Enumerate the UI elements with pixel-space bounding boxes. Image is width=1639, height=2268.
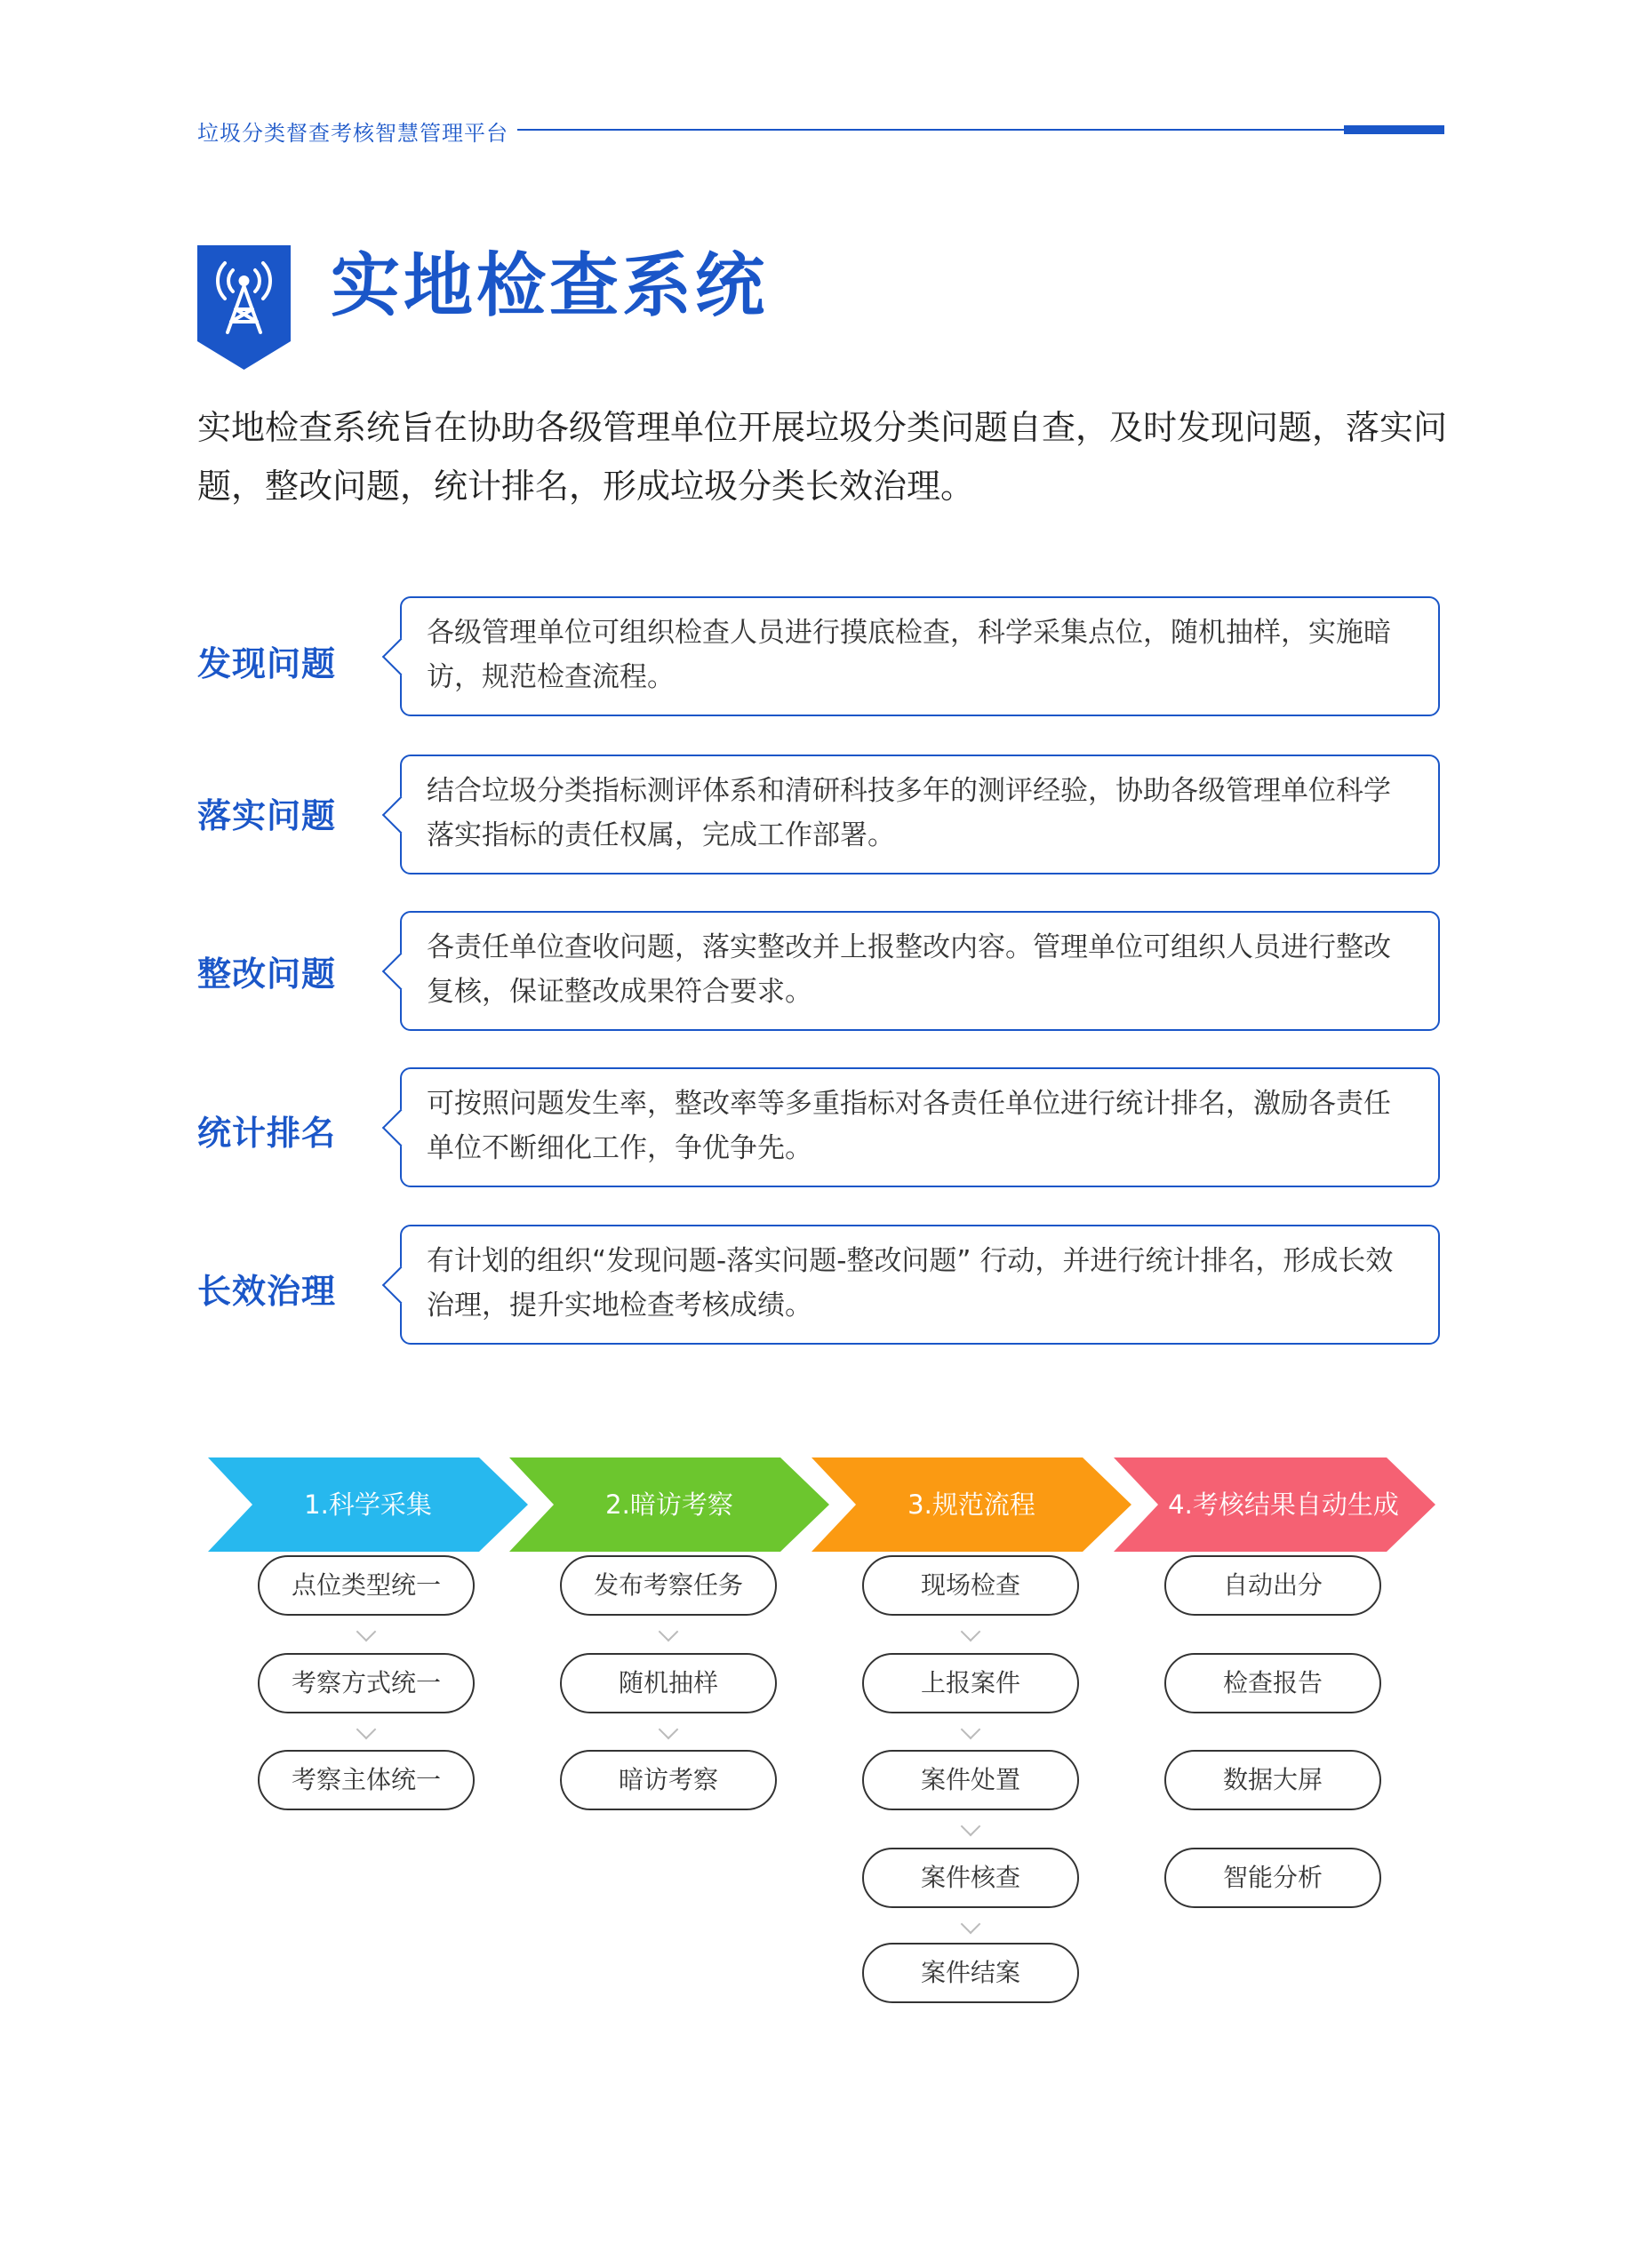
feature-text-rectify: 各责任单位查收问题，落实整改并上报整改内容。管理单位可组织人员进行整改复核，保证整改成果符合要求。 [427,931,1391,1008]
flow-item: 现场检查 [862,1555,1079,1616]
flow-step-1-label: 1.科学采集 [304,1489,432,1520]
feature-box-implement [400,755,1440,874]
header-accent-bar [1344,125,1444,134]
chevron-down-icon [961,1817,981,1837]
flow-item: 上报案件 [862,1653,1079,1713]
flow-step-4-label: 4.考核结果自动生成 [1168,1489,1399,1520]
flow-step-3 [812,1457,1131,1552]
flow-item: 随机抽样 [560,1653,777,1713]
chevron-down-icon [659,1622,679,1642]
feature-label-ranking: 统计排名 [197,1114,337,1153]
flow-step-2-label: 2.暗访考察 [605,1489,733,1520]
chevron-down-icon [659,1720,679,1740]
callout-pointer [382,1108,420,1146]
flow-item: 智能分析 [1164,1848,1381,1908]
page-title: 实地检查系统 [331,246,769,326]
chevron-down-icon [356,1622,377,1642]
flow-step-1 [208,1457,528,1552]
signal-tower-icon [197,245,291,370]
flow-item: 考察主体统一 [258,1750,475,1810]
chevron-down-icon [961,1622,981,1642]
flow-item: 案件核查 [862,1848,1079,1908]
flow-item: 考察方式统一 [258,1653,475,1713]
callout-pointer [382,795,420,833]
feature-text-implement: 结合垃圾分类指标测评体系和清研科技多年的测评经验，协助各级管理单位科学落实指标的责任权属，完成工作部署。 [427,775,1391,851]
feature-text-longterm: 有计划的组织“发现问题-落实问题-整改问题” 行动，并进行统计排名，形成长效治理，提升实地检查考核成绩。 [427,1245,1394,1322]
flow-item: 点位类型统一 [258,1555,475,1616]
feature-box-ranking [400,1067,1440,1187]
flow-item: 暗访考察 [560,1750,777,1810]
chevron-down-icon [961,1914,981,1935]
flow-step-4 [1114,1457,1435,1552]
feature-label-implement: 落实问题 [197,796,337,835]
flow-step-3-label: 3.规范流程 [907,1489,1035,1520]
feature-box-discover [400,596,1440,716]
flow-item: 自动出分 [1164,1555,1381,1616]
feature-text-ranking: 可按照问题发生率，整改率等多重指标对各责任单位进行统计排名，激励各责任单位不断细化工作，争优争先。 [427,1088,1391,1164]
flow-item: 数据大屏 [1164,1750,1381,1810]
callout-pointer [382,637,420,675]
header-divider [517,129,1348,131]
flow-item: 检查报告 [1164,1653,1381,1713]
flow-step-2 [509,1457,829,1552]
feature-text-discover: 各级管理单位可组织检查人员进行摸底检查，科学采集点位，随机抽样，实施暗访，规范检查流程。 [427,617,1391,693]
flow-item: 发布考察任务 [560,1555,777,1616]
callout-pointer [382,952,420,989]
callout-pointer [382,1266,420,1303]
feature-box-rectify [400,911,1440,1031]
platform-name: 垃圾分类督查考核智慧管理平台 [197,121,508,146]
chevron-down-icon [356,1720,377,1740]
feature-label-longterm: 长效治理 [197,1272,337,1311]
flow-item: 案件结案 [862,1943,1079,2003]
flow-item: 案件处置 [862,1750,1079,1810]
intro-paragraph: 实地检查系统旨在协助各级管理单位开展垃圾分类问题自查，及时发现问题，落实问题，整改问题，统计排名，形成垃圾分类长效治理。 [197,408,1448,506]
feature-label-rectify: 整改问题 [197,954,337,994]
feature-box-longterm [400,1225,1440,1345]
chevron-down-icon [961,1720,981,1740]
feature-label-discover: 发现问题 [197,644,337,683]
